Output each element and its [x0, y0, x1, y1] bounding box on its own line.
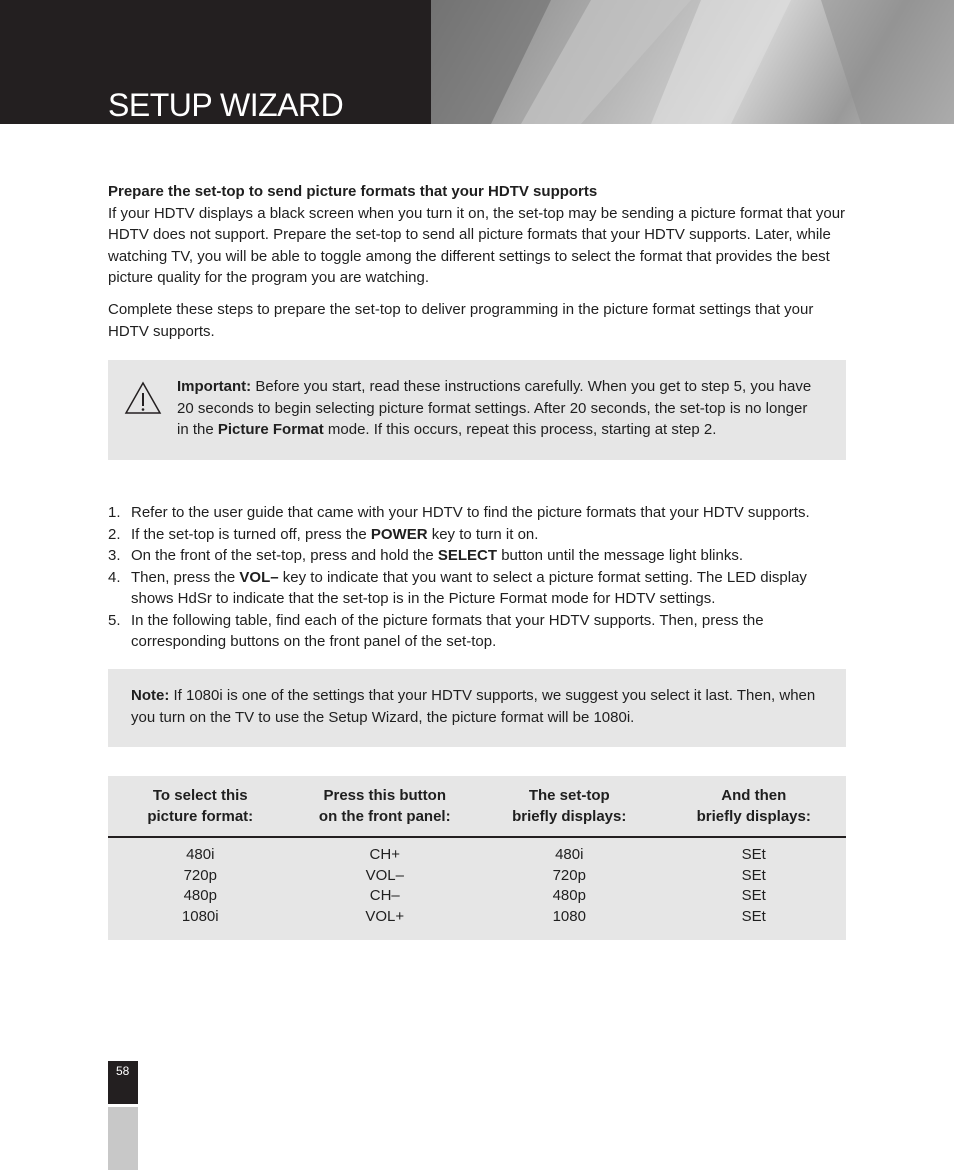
note-text: Note: If 1080i is one of the settings that your HDTV supports, we suggest you select it last. Then, when you turn on the TV to use the Setup Wizard, the picture format will be 1080i.	[131, 687, 816, 726]
table-cell: 480p	[552, 887, 586, 904]
important-callout	[108, 360, 846, 460]
header-image	[431, 0, 954, 124]
step-item: 5. In the following table, find each of the picture formats that your HDTV supports. Then, press the corresponding buttons on the front panel of the set-top.	[108, 611, 764, 650]
column-header: And then briefly displays:	[696, 787, 811, 825]
page-number: 58	[116, 1064, 130, 1078]
table-cell: SEt	[741, 907, 766, 925]
column-header: To select this picture format:	[147, 787, 254, 825]
step-item: 2. If the set-top is turned off, press the POWER key to turn it on.	[108, 525, 539, 543]
table-body	[108, 838, 846, 927]
table-cell: CH+	[369, 846, 400, 863]
column-header: The set-top briefly displays:	[512, 787, 627, 825]
table-cell: 480i	[555, 846, 584, 863]
table-cell: 1080i	[181, 907, 219, 925]
steps-intro-paragraph: Complete these steps to prepare the set-top to deliver programming in the picture format settings that your HDTV supports.	[108, 301, 814, 340]
note-callout	[108, 669, 846, 747]
table-column-then-display	[662, 845, 847, 927]
table-cell: CH–	[369, 887, 400, 904]
page-title: SETUP WIZARD	[108, 87, 344, 123]
table-cell: VOL+	[365, 907, 405, 925]
note-label: Note:	[131, 687, 170, 704]
table-cell: 1080	[552, 907, 586, 925]
step-item: 4. Then, press the VOL– key to indicate that you want to select a picture format setting. The LED display shows HdSr to indicate that the set-top is in the Picture Format mode for HDTV settings.	[108, 568, 807, 607]
table-header-row	[108, 776, 846, 838]
table-column-format	[108, 845, 293, 927]
table-cell: SEt	[741, 846, 766, 863]
select-button-term: SELECT	[437, 547, 498, 564]
intro-section	[108, 181, 848, 289]
table-cell: SEt	[741, 866, 766, 884]
table-cell: SEt	[741, 887, 766, 904]
footer-tab	[108, 1107, 138, 1170]
table-cell: 720p	[552, 866, 586, 884]
section-heading: Prepare the set-top to send picture formats that your HDTV supports	[108, 183, 598, 200]
picture-format-term: Picture Format	[217, 421, 324, 438]
table-column-display	[477, 845, 662, 927]
table-cell: 480p	[183, 887, 217, 904]
power-key-term: POWER	[370, 525, 428, 543]
vol-minus-key-term: VOL–	[239, 568, 279, 586]
table-cell: 480i	[186, 846, 215, 863]
picture-format-table	[108, 776, 846, 940]
table-cell: 720p	[183, 866, 217, 884]
warning-triangle-icon	[124, 380, 162, 416]
table-cell: VOL–	[365, 866, 404, 884]
intro-paragraph: If your HDTV displays a black screen when you turn it on, the set-top may be sending a picture format that your HDTV does not support. Prepare the set-top to send all picture formats that your HDTV supports. Later, while watching TV, you will be able to toggle among the different settings to select the format that provides the best picture quality for the program you are watching.	[108, 204, 846, 286]
step-item: 3. On the front of the set-top, press and hold the SELECT button until the message light blinks.	[108, 547, 744, 564]
important-text: Important: Before you start, read these instructions carefully. When you get to step 5, you have 20 seconds to begin selecting picture format settings. After 20 seconds, the set-top is no longer in the Picture Format mode. If this occurs, repeat this process, starting at step 2.	[177, 378, 812, 438]
important-label: Important:	[177, 378, 252, 395]
table-column-button	[293, 845, 478, 927]
steps-list	[108, 502, 848, 653]
step-item: 1. Refer to the user guide that came with your HDTV to find the picture formats that your HDTV supports.	[108, 504, 810, 521]
column-header: Press this button on the front panel:	[318, 787, 451, 825]
